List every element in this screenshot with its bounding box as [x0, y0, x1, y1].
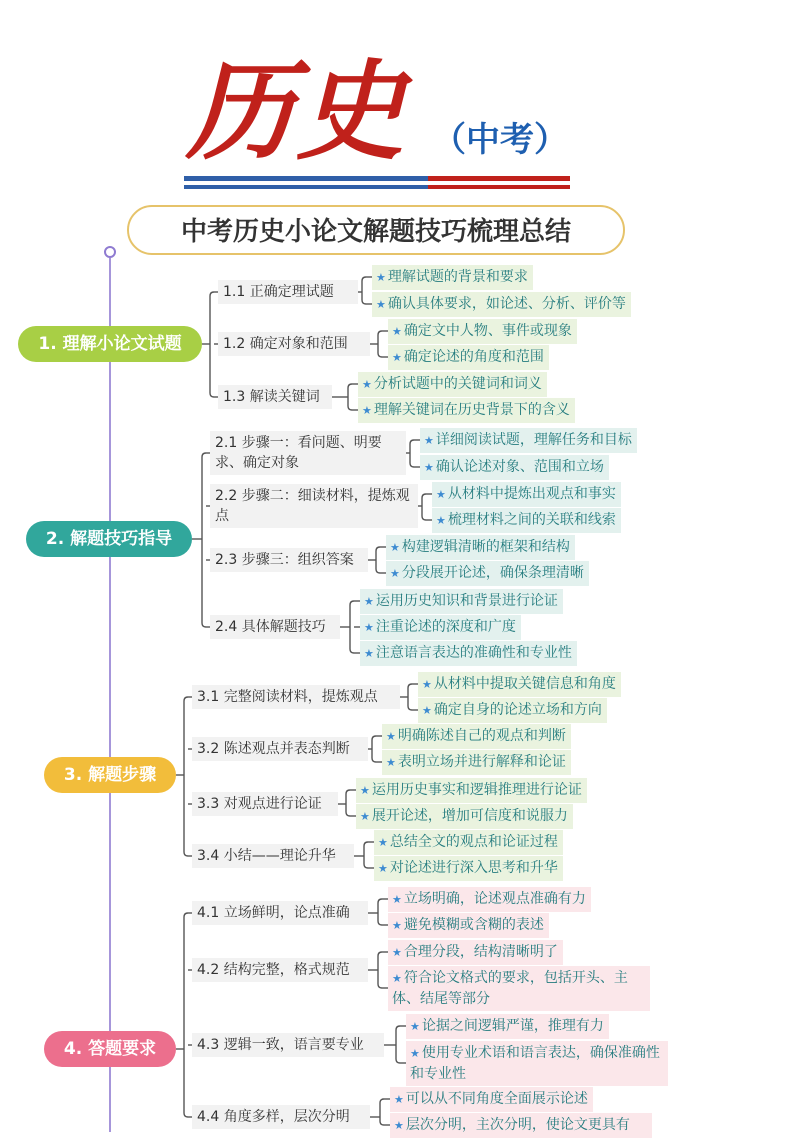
star-bullet-icon: ★ [410, 1020, 420, 1033]
connector-bracket [422, 494, 426, 520]
connector-bracket [364, 842, 368, 868]
point-text: 确定文中人物、事件或现象 [403, 323, 572, 339]
point-text: 对论述进行深入思考和升华 [389, 860, 558, 876]
star-bullet-icon: ★ [360, 810, 370, 823]
point-text: 使用专业术语和语言表达，确保准确性和专业性 [410, 1045, 660, 1082]
point-text: 从材料中提取关键信息和角度 [433, 676, 616, 692]
section-3-item-3: 3.3 对观点进行论证 [192, 792, 338, 816]
connector-bracket [210, 292, 214, 397]
section-1-item-1-point-1 [372, 265, 533, 290]
section-2-item-3-point-1 [386, 535, 575, 560]
star-bullet-icon: ★ [376, 298, 386, 311]
star-bullet-icon: ★ [436, 514, 446, 527]
point-text: 注意语言表达的准确性和专业性 [375, 645, 572, 661]
connector-bracket [348, 384, 352, 410]
star-bullet-icon: ★ [392, 893, 402, 906]
point-text: 立场明确，论述观点准确有力 [403, 891, 586, 907]
star-bullet-icon: ★ [392, 325, 402, 338]
title-underline-red [428, 176, 570, 181]
point-text: 注重论述的深度和广度 [375, 619, 516, 635]
star-bullet-icon: ★ [360, 784, 370, 797]
section-2-node: 2. 解题技巧指导 [26, 521, 192, 557]
star-bullet-icon: ★ [364, 647, 374, 660]
point-text: 展开论述，增加可信度和说服力 [371, 808, 568, 824]
point-text: 表明立场并进行解释和论证 [397, 754, 566, 770]
point-text: 详细阅读试题，理解任务和目标 [435, 432, 632, 448]
connector-bracket [202, 453, 206, 627]
section-1-item-2-point-2 [388, 345, 549, 370]
point-text: 避免模糊或含糊的表述 [403, 917, 544, 933]
poster-subtitle-tag: （中考） [432, 120, 568, 160]
point-text: 构建逻辑清晰的框架和结构 [401, 539, 570, 555]
star-bullet-icon: ★ [422, 678, 432, 691]
star-bullet-icon: ★ [392, 351, 402, 364]
point-text: 合理分段，结构清晰明了 [403, 944, 558, 960]
connector-bracket [350, 601, 354, 653]
section-4-item-3-point-1 [406, 1014, 609, 1039]
connector-bracket [408, 684, 412, 710]
section-2-item-1-point-2 [420, 455, 609, 480]
section-3-item-2: 3.2 陈述观点并表态判断 [192, 737, 368, 761]
connector-bracket [372, 736, 376, 762]
star-bullet-icon: ★ [424, 461, 434, 474]
point-text: 论据之间逻辑严谨，推理有力 [421, 1018, 604, 1034]
star-bullet-icon: ★ [394, 1119, 404, 1132]
section-3-item-2-point-2 [382, 750, 571, 775]
section-3-item-4-point-1 [374, 830, 563, 855]
section-4-item-1: 4.1 立场鲜明，论点准确 [192, 901, 368, 925]
point-text: 符合论文格式的要求，包括开头、主体、结尾等部分 [392, 970, 628, 1007]
section-2-item-2-point-2 [432, 508, 621, 533]
section-3-item-3-point-2 [356, 804, 573, 829]
star-bullet-icon: ★ [390, 567, 400, 580]
section-1-item-1-point-2 [372, 292, 631, 317]
star-bullet-icon: ★ [378, 862, 388, 875]
section-1-item-3-point-2 [358, 398, 575, 423]
spine-start-dot [105, 247, 115, 257]
connector-bracket [378, 952, 382, 988]
section-4-item-3-point-2 [406, 1041, 668, 1086]
section-4-item-2-point-2 [388, 966, 650, 1011]
section-1-item-2: 1.2 确定对象和范围 [218, 332, 370, 356]
star-bullet-icon: ★ [392, 972, 402, 985]
star-bullet-icon: ★ [390, 541, 400, 554]
section-2-item-2-point-1 [432, 482, 621, 507]
section-2-item-3: 2.3 步骤三：组织答案 [210, 548, 368, 572]
point-text: 确定论述的角度和范围 [403, 349, 544, 365]
section-2-item-3-point-2 [386, 561, 589, 586]
section-4-item-1-point-1 [388, 887, 591, 912]
section-1-item-3-point-1 [358, 372, 547, 397]
connector-bracket [184, 913, 188, 1117]
title-underline-blue-2 [184, 185, 428, 189]
section-3-item-2-point-1 [382, 724, 571, 749]
connector-bracket [396, 1026, 400, 1063]
point-text: 从材料中提炼出观点和事实 [447, 486, 616, 502]
main-heading: 中考历史小论文解题技巧梳理总结 [127, 205, 625, 255]
star-bullet-icon: ★ [364, 595, 374, 608]
star-bullet-icon: ★ [410, 1047, 420, 1060]
connector-bracket [380, 1099, 384, 1125]
point-text: 确认论述对象、范围和立场 [435, 459, 604, 475]
section-4-item-4-point-1 [390, 1087, 593, 1112]
title-underline-red-2 [428, 185, 570, 189]
section-3-item-1: 3.1 完整阅读材料，提炼观点 [192, 685, 400, 709]
star-bullet-icon: ★ [364, 621, 374, 634]
star-bullet-icon: ★ [378, 836, 388, 849]
section-3-item-1-point-2 [418, 698, 607, 723]
section-3-item-4: 3.4 小结——理论升华 [192, 844, 354, 868]
section-2-item-4-point-1 [360, 589, 563, 614]
connector-bracket [378, 899, 382, 925]
section-3-item-4-point-2 [374, 856, 563, 881]
section-2-item-2: 2.2 步骤二：细读材料，提炼观点 [210, 484, 418, 528]
point-text: 明确陈述自己的观点和判断 [397, 728, 566, 744]
section-4-item-3: 4.3 逻辑一致，语言要专业 [192, 1033, 384, 1057]
star-bullet-icon: ★ [394, 1093, 404, 1106]
section-4-item-2: 4.2 结构完整，格式规范 [192, 958, 368, 982]
title-underline-blue [184, 176, 428, 181]
section-2-item-4: 2.4 具体解题技巧 [210, 615, 340, 639]
section-4-item-4-point-2 [390, 1113, 652, 1138]
star-bullet-icon: ★ [436, 488, 446, 501]
point-text: 分析试题中的关键词和词义 [373, 376, 542, 392]
section-3-node: 3. 解题步骤 [44, 757, 176, 793]
connector-bracket [378, 331, 382, 357]
connector-bracket [410, 440, 414, 467]
point-text: 运用历史知识和背景进行论证 [375, 593, 558, 609]
connector-bracket [376, 547, 380, 573]
star-bullet-icon: ★ [362, 404, 372, 417]
point-text: 总结全文的观点和论证过程 [389, 834, 558, 850]
point-text: 梳理材料之间的关联和线索 [447, 512, 616, 528]
section-4-node: 4. 答题要求 [44, 1031, 176, 1067]
section-4-item-1-point-2 [388, 913, 549, 938]
section-4-item-4: 4.4 角度多样，层次分明 [192, 1105, 370, 1129]
section-2-item-1: 2.1 步骤一：看问题、明要求、确定对象 [210, 431, 406, 475]
point-text: 确认具体要求，如论述、分析、评价等 [387, 296, 626, 312]
section-1-item-2-point-1 [388, 319, 577, 344]
point-text: 分段展开论述，确保条理清晰 [401, 565, 584, 581]
star-bullet-icon: ★ [422, 704, 432, 717]
point-text: 运用历史事实和逻辑推理进行论证 [371, 782, 582, 798]
point-text: 可以从不同角度全面展示论述 [405, 1091, 588, 1107]
point-text: 理解试题的背景和要求 [387, 269, 528, 285]
point-text: 层次分明，主次分明，使论文更具有 [405, 1117, 630, 1133]
section-3-item-1-point-1 [418, 672, 621, 697]
point-text: 理解关键词在历史背景下的含义 [373, 402, 570, 418]
section-2-item-4-point-3 [360, 641, 577, 666]
section-2-item-4-point-2 [360, 615, 521, 640]
connector-bracket [184, 697, 188, 856]
star-bullet-icon: ★ [376, 271, 386, 284]
star-bullet-icon: ★ [386, 730, 396, 743]
point-text: 确定自身的论述立场和方向 [433, 702, 602, 718]
connector-bracket [362, 277, 366, 304]
star-bullet-icon: ★ [362, 378, 372, 391]
section-1-item-1: 1.1 正确定理试题 [218, 280, 358, 304]
section-3-item-3-point-1 [356, 778, 587, 803]
section-4-item-2-point-1 [388, 940, 563, 965]
star-bullet-icon: ★ [424, 434, 434, 447]
star-bullet-icon: ★ [386, 756, 396, 769]
star-bullet-icon: ★ [392, 946, 402, 959]
connector-bracket [346, 790, 350, 816]
section-1-node: 1. 理解小论文试题 [18, 326, 202, 362]
poster-title: 历史 [186, 49, 407, 175]
star-bullet-icon: ★ [392, 919, 402, 932]
section-1-item-3: 1.3 解读关键词 [218, 385, 332, 409]
section-2-item-1-point-1 [420, 428, 637, 453]
